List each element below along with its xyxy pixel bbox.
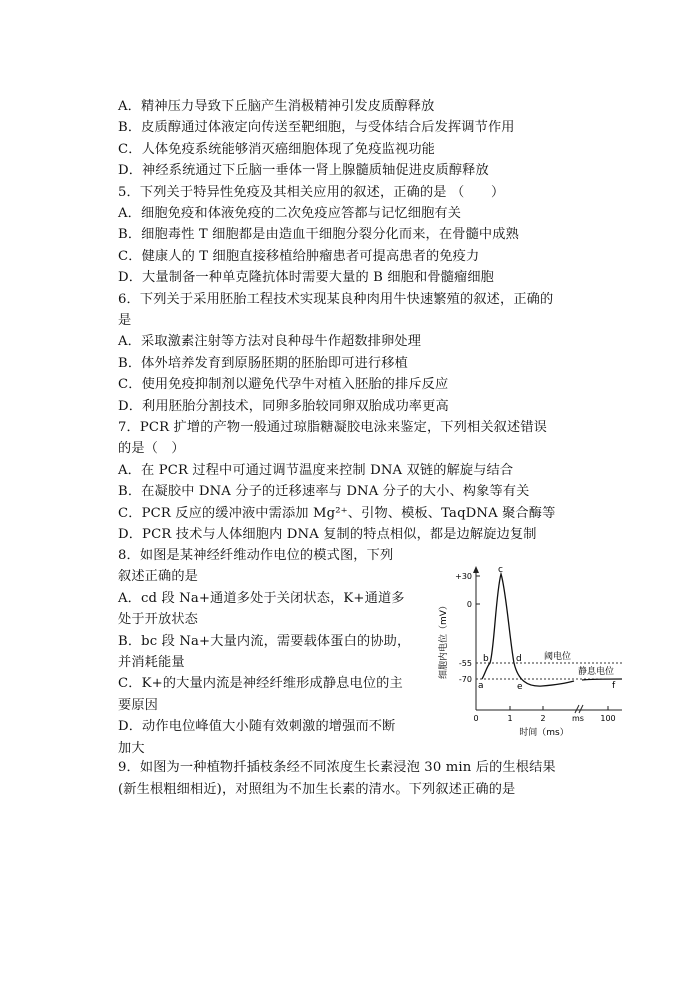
text-line: A．精神压力导致下丘脑产生消极精神引发皮质醇释放 xyxy=(118,99,435,114)
text-line: A．cd 段 Na+通道多处于关闭状态，K+通道多 xyxy=(118,590,405,606)
x-axis-title: 时间（ms） xyxy=(519,728,569,738)
point-label: f xyxy=(612,681,616,691)
text-line: C．健康人的 T 细胞直接移植给肿瘤患者可提高患者的免疫力 xyxy=(118,248,480,264)
point-label: d xyxy=(516,654,522,664)
text-line: 要原因 xyxy=(118,697,159,713)
text-line: C．K+的大量内流是神经纤维形成静息电位的主 xyxy=(118,676,403,692)
text-line: 处于开放状态 xyxy=(118,612,199,628)
point-label: e xyxy=(517,682,523,692)
text-line: D．利用胚胎分割技术，同卵多胎较同卵双胎成功率更高 xyxy=(118,398,449,414)
text-line: A．在 PCR 过程中可通过调节温度来控制 DNA 双链的解旋与结合 xyxy=(118,462,514,478)
x-tick-label: 1 xyxy=(507,714,513,723)
text-line: 5．下列关于特异性免疫及其相关应用的叙述，正确的是 （ ） xyxy=(118,184,505,200)
text-line: (新生根粗细相近)，对照组为不加生长素的清水。下列叙述正确的是 xyxy=(118,782,516,797)
text-line: B．细胞毒性 T 细胞都是由造血干细胞分裂分化而来，在骨髓中成熟 xyxy=(118,227,519,243)
point-label: c xyxy=(498,565,503,575)
text-line: B．bc 段 Na+大量内流，需要载体蛋白的协助， xyxy=(118,633,411,649)
text-line: C．人体免疫系统能够消灭癌细胞体现了免疫监视功能 xyxy=(118,141,436,157)
x-tick-label: 0 xyxy=(473,714,479,723)
text-line: D．PCR 技术与人体细胞内 DNA 复制的特点相似，都是边解旋边复制 xyxy=(118,527,537,542)
x-tick-label: ms xyxy=(572,714,584,723)
point-label: a xyxy=(478,681,484,691)
text-line: 8．如图是某神经纤维动作电位的模式图，下列 xyxy=(118,548,394,563)
text-line: C．PCR 反应的缓冲液中需添加 Mg²⁺、引物、模板、TaqDNA 聚合酶等 xyxy=(118,505,556,521)
text-line: B．皮质醇通过体液定向传送至靶细胞，与受体结合后发挥调节作用 xyxy=(118,120,515,136)
x-tick-label: 2 xyxy=(540,714,546,723)
text-line: 7．PCR 扩增的产物一般通过琼脂糖凝胶电泳来鉴定，下列相关叙述错误 xyxy=(118,420,548,435)
action-potential-figure xyxy=(432,562,628,758)
threshold-label: 阈电位 xyxy=(544,652,572,662)
text-line: D．动作电位峰值大小随有效刺激的增强而不断 xyxy=(118,719,396,735)
text-line: 是 xyxy=(118,313,132,328)
text-line: 加大 xyxy=(118,740,145,756)
text-line: 6．下列关于采用胚胎工程技术实现某良种肉用牛快速繁殖的叙述，正确的 xyxy=(118,291,554,307)
text-line: 叙述正确的是 xyxy=(118,569,199,585)
text-line: A．采取激素注射等方法对良种母牛作超数排卵处理 xyxy=(118,334,422,350)
point-label: b xyxy=(483,654,489,664)
text-line: B．体外培养发育到原肠胚期的胚胎即可进行移植 xyxy=(118,355,408,371)
y-tick-label: -70 xyxy=(458,675,472,684)
y-tick-label: 0 xyxy=(466,600,472,609)
text-line: B．在凝胶中 DNA 分子的迁移速率与 DNA 分子的大小、构象等有关 xyxy=(118,484,530,500)
resting-label: 静息电位 xyxy=(578,667,615,677)
text-line: D．大量制备一种单克隆抗体时需要大量的 B 细胞和骨髓瘤细胞 xyxy=(118,270,495,286)
x-tick-label: 100 xyxy=(600,714,616,723)
y-axis-title: 细胞内电位（mV） xyxy=(439,601,449,679)
y-tick-label: +30 xyxy=(455,572,472,581)
text-line: 的是（ ） xyxy=(118,441,185,457)
y-tick-label: -55 xyxy=(458,659,472,668)
text-line: 9．如图为一种植物扦插枝条经不同浓度生长素浸泡 30 min 后的生根结果 xyxy=(118,760,556,775)
text-line: C．使用免疫抑制剂以避免代孕牛对植入胚胎的排斥反应 xyxy=(118,377,449,393)
text-line: D．神经系统通过下丘脑一垂体一肾上腺髓质轴促进皮质醇释放 xyxy=(118,163,489,179)
text-line: A．细胞免疫和体液免疫的二次免疫应答都与记忆细胞有关 xyxy=(118,206,462,221)
text-line: 并消耗能量 xyxy=(118,655,185,670)
y-axis-arrow xyxy=(473,566,479,573)
